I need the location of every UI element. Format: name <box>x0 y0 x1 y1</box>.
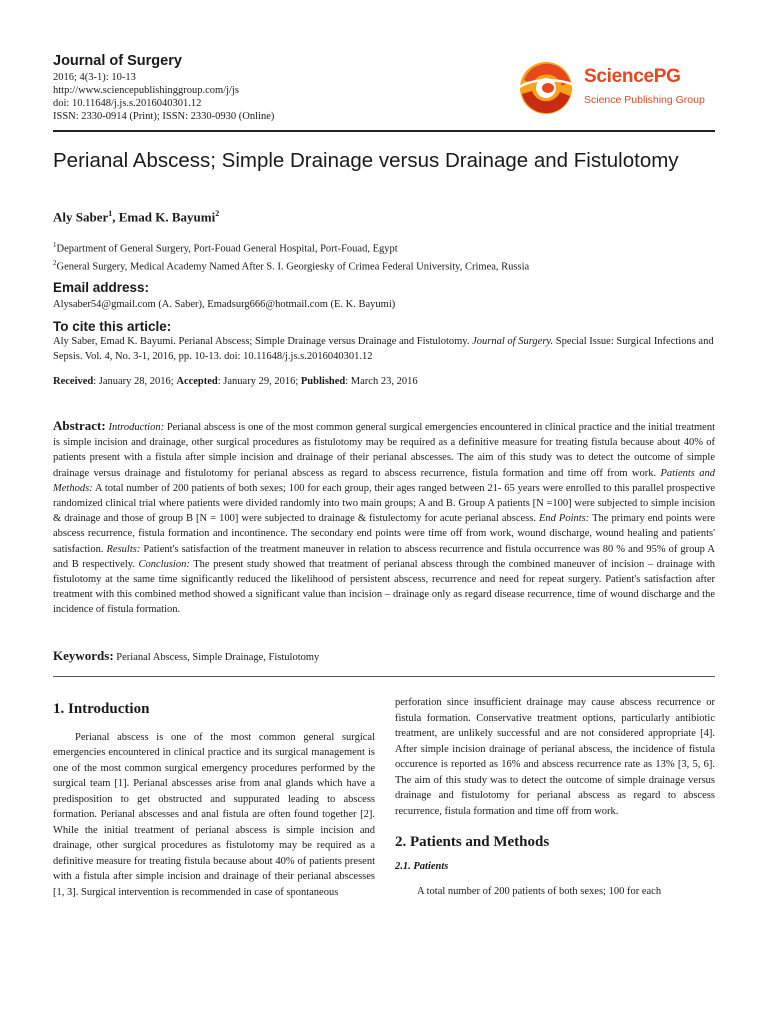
publisher-name: SciencePG <box>584 66 681 87</box>
publisher-logo <box>514 58 714 118</box>
citation-body: Aly Saber, Emad K. Bayumi. Perianal Abscess; Simple Drainage versus Drainage and Fistulotomy. <box>53 336 473 347</box>
abstract-conclusion-label: Conclusion: <box>138 558 190 570</box>
publisher-subtitle: Science Publishing Group <box>584 94 705 106</box>
affiliation-mark: 1 <box>53 241 57 249</box>
sciencepg-logo-icon <box>514 58 578 118</box>
journal-url[interactable]: http://www.sciencepublishinggroup.com/j/js <box>53 85 239 96</box>
email-addresses[interactable]: Alysaber54@gmail.com (A. Saber), Emadsurg666@hotmail.com (E. K. Bayumi) <box>53 299 396 310</box>
patients-subheading: 2.1. Patients <box>395 860 449 872</box>
abstract-label: Abstract: <box>53 418 106 433</box>
introduction-heading: 1. Introduction <box>53 701 150 717</box>
published-label: Published <box>300 376 346 387</box>
journal-title: Journal of Surgery <box>53 53 182 69</box>
methods-heading: 2. Patients and Methods <box>395 834 550 850</box>
author-name[interactable]: Aly Saber <box>53 209 109 225</box>
affiliation-1 <box>53 241 398 255</box>
abstract-methods-label: Patients and Methods: <box>53 467 715 494</box>
received-label: Received <box>53 376 94 387</box>
author-affiliation-mark: 1 <box>108 209 113 218</box>
cite-heading: To cite this article: <box>53 319 172 334</box>
citation-text <box>53 334 715 364</box>
journal-issue: 2016; 4(3-1): 10-13 <box>53 72 136 83</box>
abstract-results: Patient's satisfaction of the treatment maneuver in relation to abscess recurrence and fistula occurrence was 80 % and 95% of group A and B respectively. <box>53 543 715 570</box>
citation-journal: Journal of Surgery. <box>472 336 554 347</box>
header-divider <box>53 130 715 132</box>
right-column <box>395 695 715 900</box>
citation-details: Special Issue: Surgical Infections and Sepsis. Vol. 4, No. 3-1, 2016, pp. 10-13. doi: 10.11648/j.js.s.2016040301.12 <box>53 336 714 362</box>
abstract-endpoints: The primary end points were abscess recurrence, fistula formation and incontinence. The secondary end points were time off from work, wound discharge, wound healing and patients' satisfaction. <box>53 513 715 555</box>
author-affiliation-mark: 2 <box>215 209 220 218</box>
article-dates <box>53 374 715 389</box>
abstract-intro: Perianal abscess is one of the most common general surgical emergencies encountered in clinical practice and the initial treatment is simple incision and drainage, other surgical procedures as fistulotomy may be required as a definitive measure for treating fistula because about 40% of patients present with a fistula after simple incision and drainage of their perianal abscesses. The aim of this study was to detect the outcome of simple drainage versus drainage and fistulotomy for perianal abscess as regard to abscess recurrence, fistula formation and time off from work. <box>53 422 715 479</box>
abstract-endpoints-label: End Points: <box>538 513 590 525</box>
article-title: Perianal Abscess; Simple Drainage versus Drainage and Fistulotomy <box>53 149 679 172</box>
keywords-list: Perianal Abscess, Simple Drainage, Fistulotomy <box>113 652 320 663</box>
received-date: : January 28, 2016; <box>93 376 177 387</box>
doi-line: doi: 10.11648/j.js.s.2016040301.12 <box>53 98 202 109</box>
abstract-intro-label: Introduction: <box>108 422 165 433</box>
affiliation-2 <box>53 259 529 273</box>
abstract-methods: A total number of 200 patients of both sexes; 100 for each group, their ages ranged between 21- 65 years were enrolled to this parallel prospective randomized clinical trial where patients were divided randomly into two main groups; A and B. Group A patients [N =100] were subjected to simple incision & drainage and those of group B [N = 100] were subjected to drainage & fistulectomy for acute perianal abscess. <box>53 482 715 525</box>
author-list <box>53 209 219 225</box>
affiliation-text: Department of General Surgery, Port-Fouad General Hospital, Port-Fouad, Egypt <box>56 243 398 255</box>
abstract <box>53 418 715 618</box>
introduction-continued: perforation since insufficient drainage may cause abscess recurrence or fistula formation. Conservative treatment options, particularly antibiotic treatment, are unlikely successful and are not considered appropriate [4]. After simple incision drainage of perianal abscess, the incidence of fistula occurence is reported as 16% and abscess recurrence rate as 13% [3, 5, 6]. The aim of this study was to detect the outcome of simple drainage versus drainage and fistulotomy for perianal abscess as regard to abscess recurrence, fistula formation and time off from work. <box>395 697 715 817</box>
affiliation-mark: 2 <box>53 259 57 267</box>
issn-line: ISSN: 2330-0914 (Print); ISSN: 2330-0930 (Online) <box>53 111 275 122</box>
keywords-label: Keywords: <box>53 648 114 663</box>
accepted-label: Accepted <box>176 376 218 387</box>
author-name[interactable]: Emad K. Bayumi <box>118 209 216 225</box>
methods-paragraph: A total number of 200 patients of both sexes; 100 for each <box>417 886 662 897</box>
introduction-paragraph: Perianal abscess is one of the most common general surgical emergencies encountered in clinical practice and its surgical management is one of the most common surgical emergency procedures performed by the surgical team [1]. Perianal abscesses arise from anal glands which have a predisposition to get obstructed and suppurated leading to abscess formation. Perianal abscesses and anal fistula are often found together [2]. While the initial treatment of perianal abscess is simple incision and drainage, other surgical procedures as fistulotomy may be required as a definitive measure for treating fistula because about 40% of patients present with a fistula after simple incision and drainage of their perianal abscesses [1, 3]. Surgical intervention is recommended in case of spontaneous <box>53 731 375 898</box>
abstract-results-label: Results: <box>106 543 141 555</box>
abstract-conclusion: The present study showed that treatment of perianal abscess through the combined maneuver of incision – drainage with fistulotomy at the same time significantly reduced the likelihood of persistent abscess, recurrence and need for repeat surgery. Patient's satisfaction after treatment with this combined method showed a significant value than incision – drainage only as regard disease recurrence, time of wound discharge and the incidence of fistula formation. <box>53 558 715 616</box>
keywords-divider <box>53 676 715 677</box>
keywords <box>53 648 319 664</box>
affiliation-text: General Surgery, Medical Academy Named After S. I. Georgiesky of Crimea Federal University, Crimea, Russia <box>56 261 530 273</box>
published-date: : March 23, 2016 <box>345 376 418 387</box>
email-heading: Email address: <box>53 280 150 295</box>
left-column <box>53 702 375 900</box>
author-separator: , <box>112 209 119 225</box>
accepted-date: : January 29, 2016; <box>217 376 301 387</box>
